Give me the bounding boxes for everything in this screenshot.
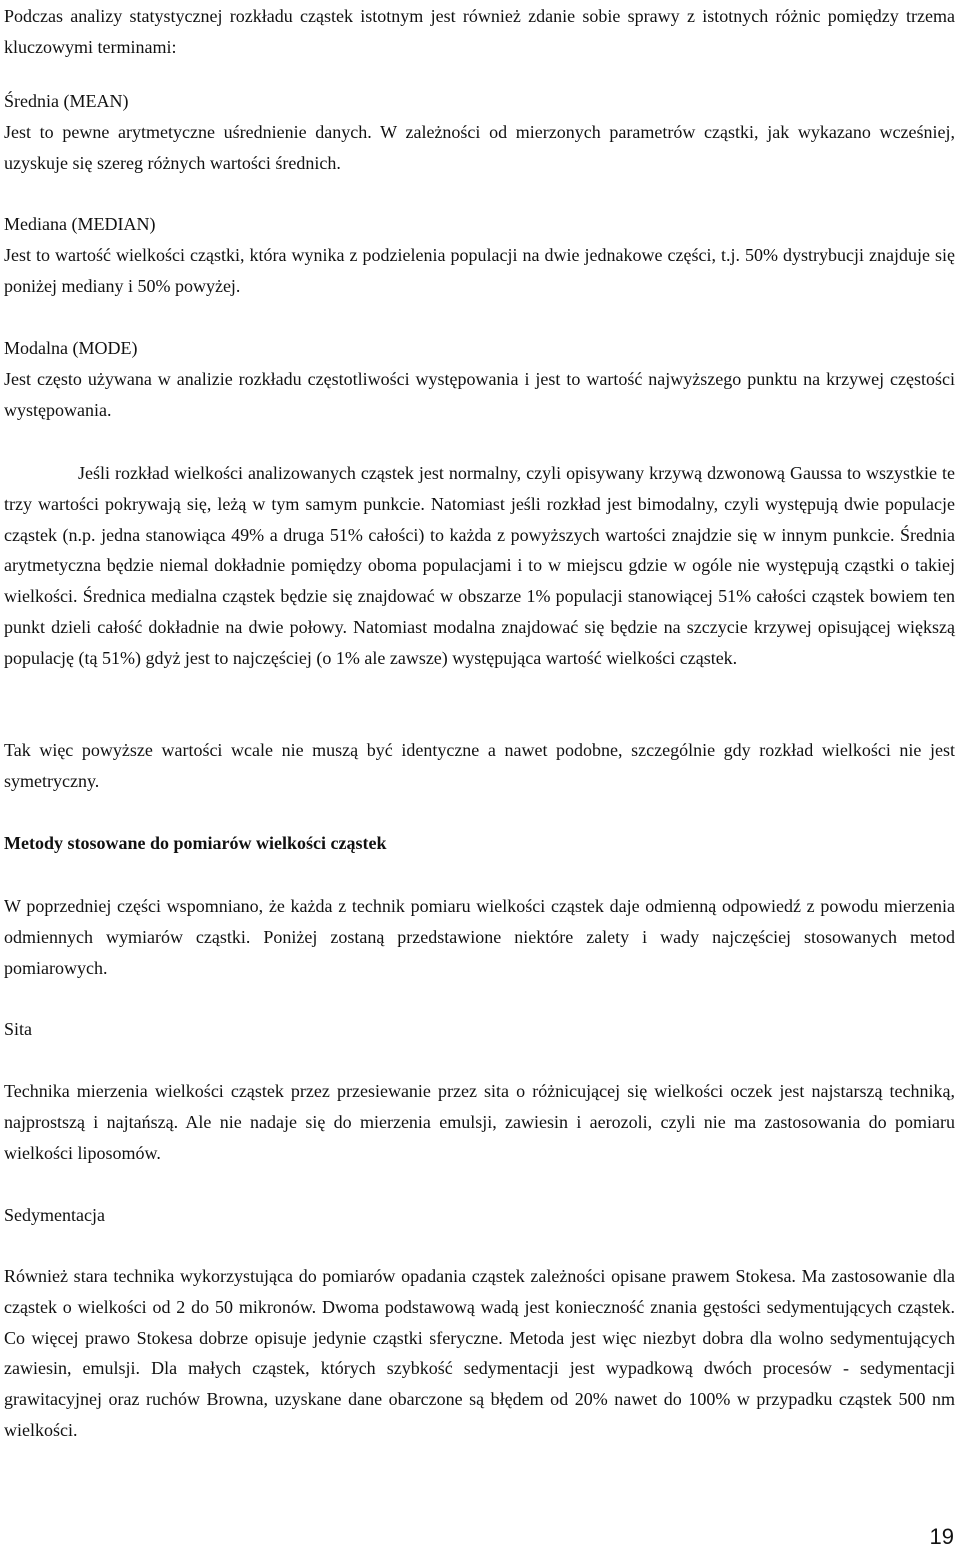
sedymentacja-paragraph: Również stara technika wykorzystująca do pomiarów opadania cząstek zależności opisane prawem Stokesa. Ma zastosowanie dla cząstek o wielkości od 2 do 50 mikronów. Dwoma podstawową wadą jest konieczność znania gęstości sedymentujących cząstek. Co więcej prawo Stokesa dobrze opisuje jedynie cząstki sferyczne. Metoda jest więc niezbyt dobra dla wolno sedymentujących zawiesin, emulsji. Dla małych cząstek, których szybkość sedymentacji jest wypadkową dwóch procesów - sedymentacji grawitacyjnej oraz ruchów Browna, uzyskane dane obarczone są błędem od 20% nawet do 100% w przypadku cząstek 500 nm wielkości.	[4, 1266, 955, 1440]
term-median-text: Jest to wartość wielkości cząstki, która wynika z podzielenia populacji na dwie jednakowe części, t.j. 50% dystrybucji znajduje się poniżej mediany i 50% powyżej.	[4, 245, 955, 296]
sita-paragraph: Technika mierzenia wielkości cząstek przez przesiewanie przez sita o różnicującej się wielkości oczek jest najstarszą techniką, najprostszą i najtańszą. Ale nie nadaje się do mierzenia emulsji, zawiesin i aerozoli, czyli nie ma zastosowania do pomiaru wielkości liposomów.	[4, 1081, 955, 1163]
discussion-paragraph: Jeśli rozkład wielkości analizowanych cząstek jest normalny, czyli opisywany krzywą dzwonową Gaussa to wszystkie te trzy wartości pokrywają się, leżą w tym samym punkcie. Natomiast jeśli rozkład jest bimodalny, czyli występują dwie populacje cząstek (n.p. jedna stanowiąca 49% a druga 51% całości) to każda z powyższych wartości znajdzie się w innym punkcie. Średnia arytmetyczna będzie niemal dokładnie pomiędzy oboma populacjami i to w miejscu gdzie w ogóle nie występują cząstki o takiej wielkości. Średnica medialna cząstek będzie się znajdować w obszarze 1% populacji stanowiącej 51% całości cząstek bowiem ten punkt dzieli całość dokładnie na dwie połowy. Natomiast modalna znajdować się będzie na szczycie krzywej opisującej większą populację (tą 51%) gdyż jest to najczęściej (o 1% ale zawsze) występująca wartość wielkości cząstek.	[4, 463, 955, 668]
intro-paragraph: Podczas analizy statystycznej rozkładu cząstek istotnym jest również zdanie sobie sprawy z istotnych różnic pomiędzy trzema kluczowymi terminami:	[4, 6, 955, 57]
conclusion-paragraph: Tak więc powyższe wartości wcale nie muszą być identyczne a nawet podobne, szczególnie gdy rozkład wielkości nie jest symetryczny.	[4, 740, 955, 791]
methods-heading: Metody stosowane do pomiarów wielkości cząstek	[4, 833, 387, 853]
page-number: 19	[929, 1524, 954, 1549]
methods-intro-paragraph: W poprzedniej części wspomniano, że każda z technik pomiaru wielkości cząstek daje odmienną odpowiedź z powodu mierzenia odmiennych wymiarów cząstki. Poniżej zostaną przedstawione niektóre zalety i wady najczęściej stosowanych metod pomiarowych.	[4, 896, 955, 978]
sedymentacja-heading: Sedymentacja	[4, 1205, 105, 1225]
term-mean-text: Jest to pewne arytmetyczne uśrednienie danych. W zależności od mierzonych parametrów cząstki, jak wykazano wcześniej, uzyskuje się szereg różnych wartości średnich.	[4, 122, 955, 173]
term-mode-title: Modalna (MODE)	[4, 338, 138, 358]
term-mode-text: Jest często używana w analizie rozkładu częstotliwości występowania i jest to wartość najwyższego punktu na krzywej częstości występowania.	[4, 369, 955, 420]
term-median-title: Mediana (MEDIAN)	[4, 214, 156, 234]
sita-heading: Sita	[4, 1019, 33, 1039]
term-mean-title: Średnia (MEAN)	[4, 91, 129, 111]
